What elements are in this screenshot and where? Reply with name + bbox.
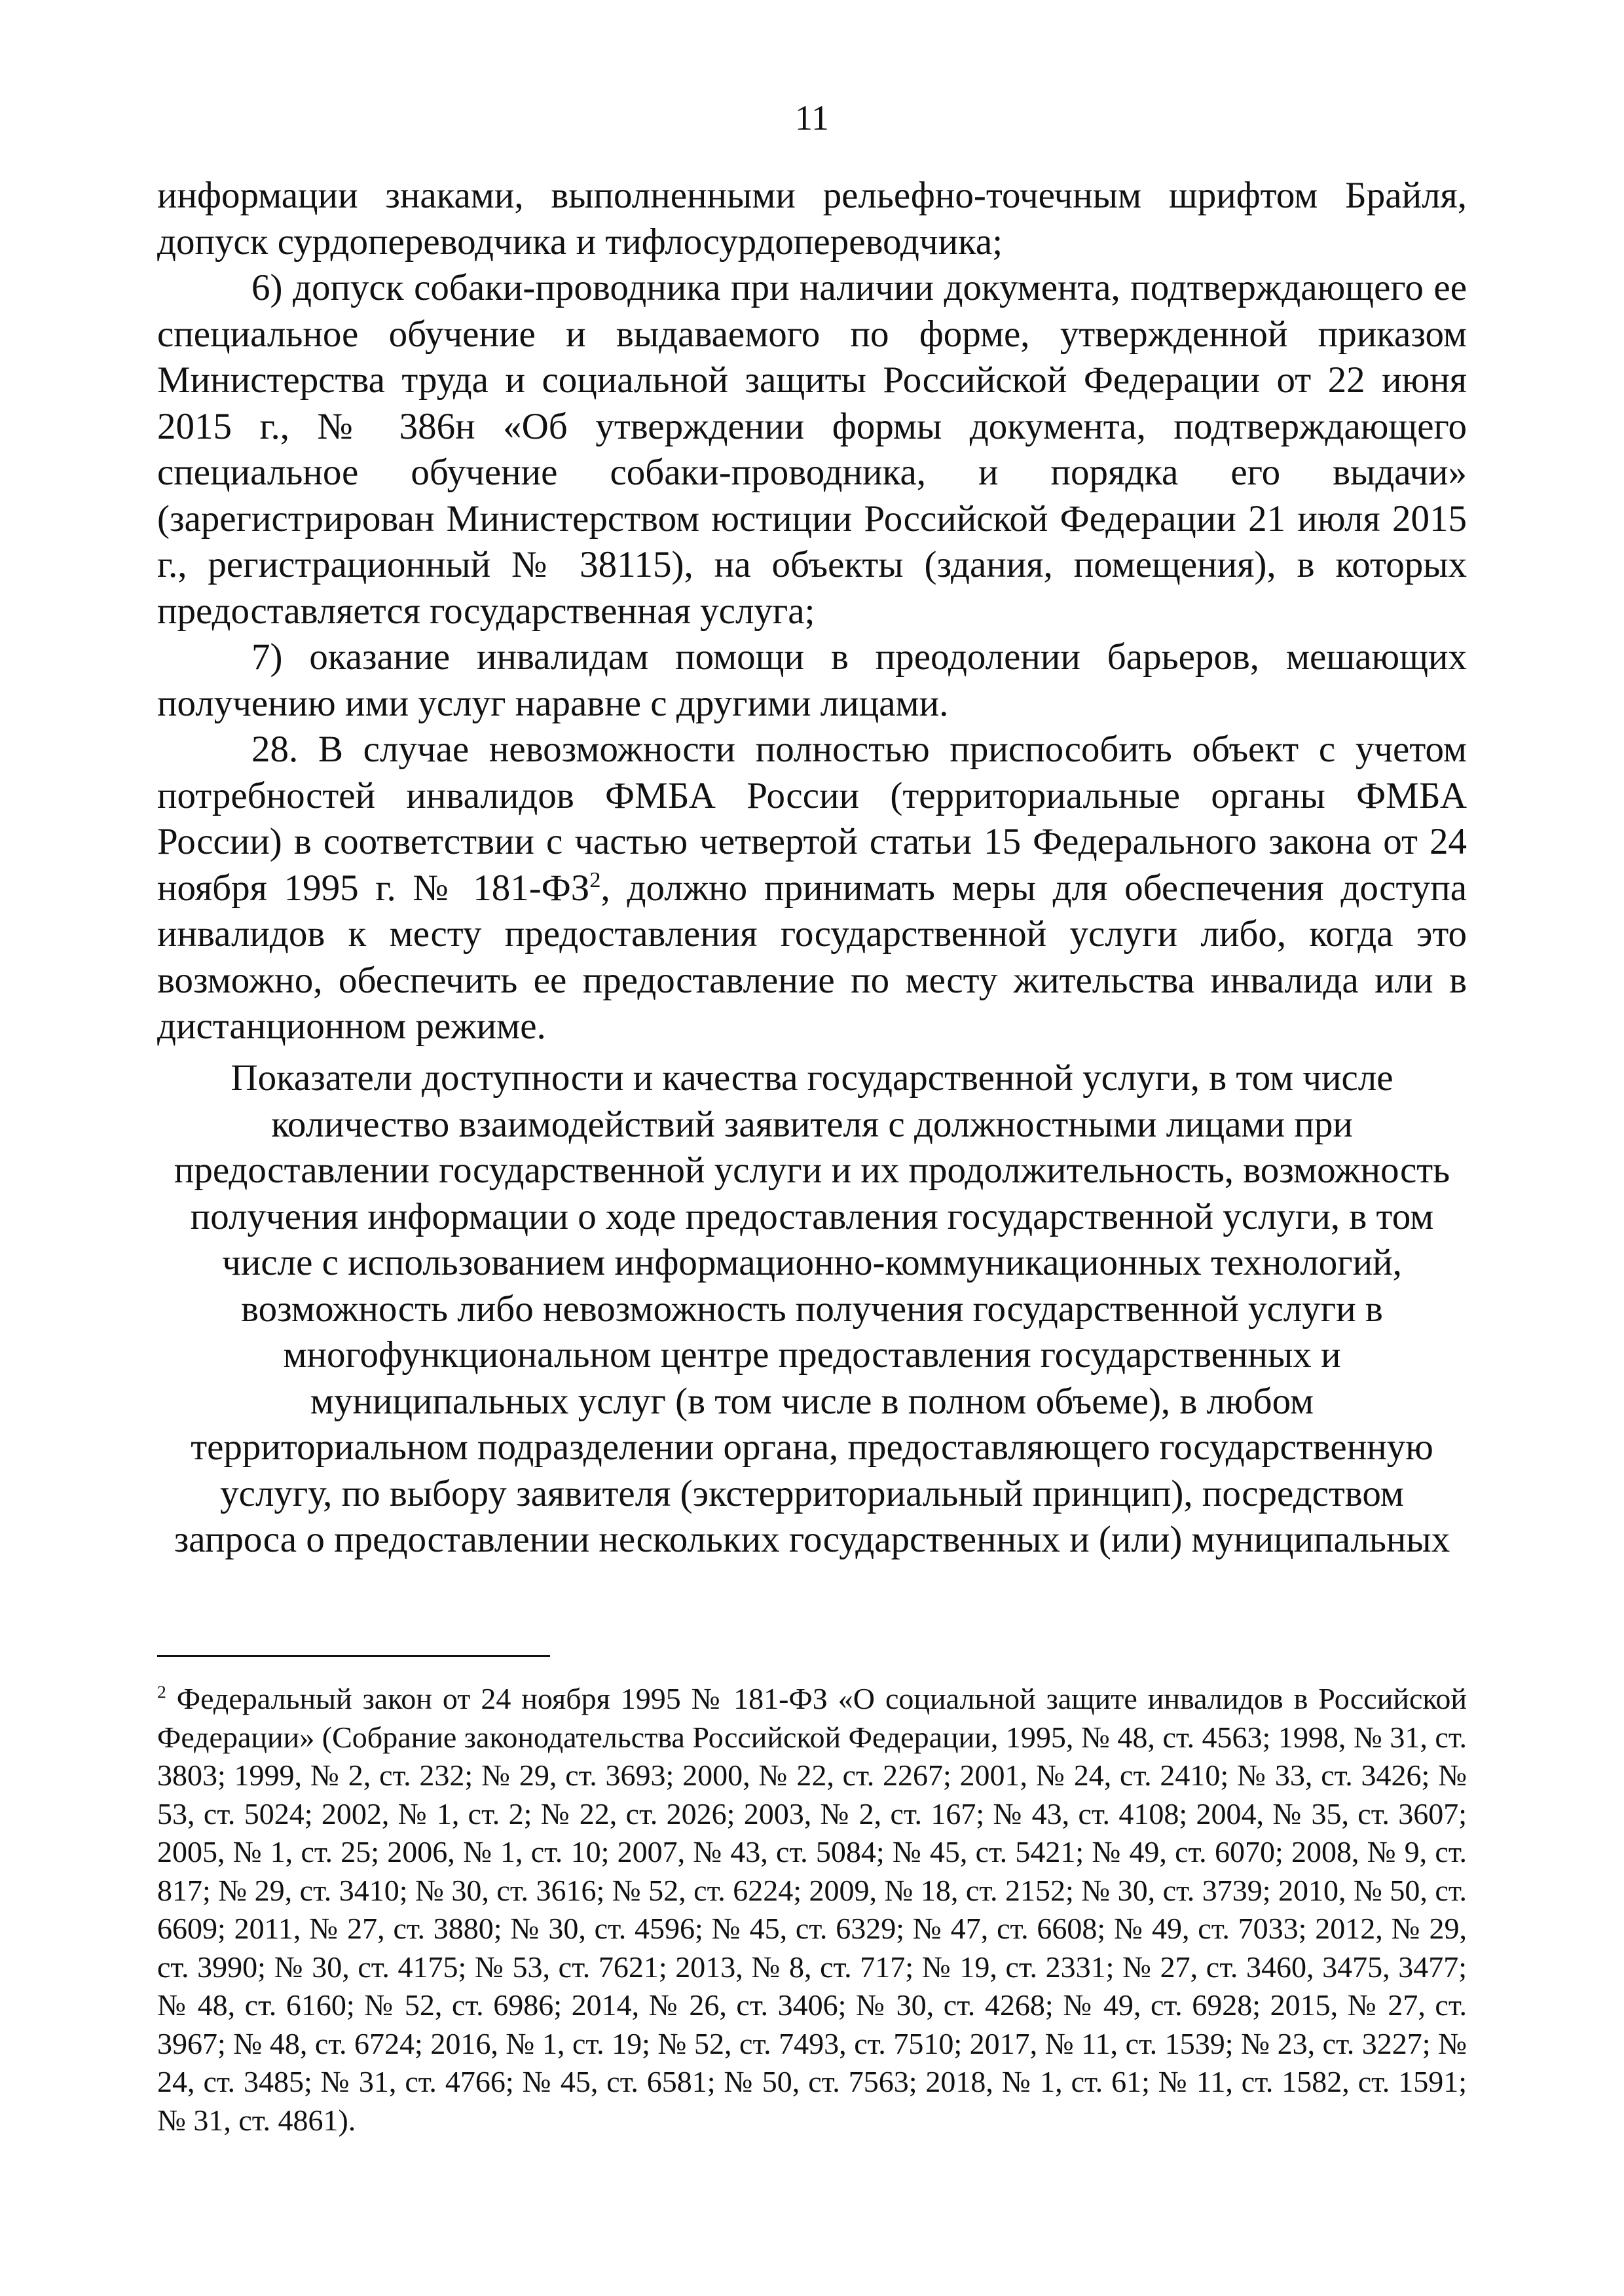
heading-line: муниципальных услуг (в том числе в полном объеме), в любом [310, 1380, 1314, 1422]
heading-line: количество взаимодействий заявителя с должностными лицами при [271, 1103, 1353, 1145]
heading-line: запроса о предоставлении нескольких государственных и (или) муниципальных [174, 1519, 1450, 1560]
footnote-reference: 2 [589, 867, 601, 892]
heading-line: возможность либо невозможность получения государственной услуги в [241, 1288, 1383, 1330]
paragraph-28 [157, 727, 1467, 1050]
paragraph-28-text-start: 28. В случае невозможности полностью приспособить объект с учетом потребностей инвалидов ФМБА России (территориальные органы ФМБА России) в соответствии с частью четвертой статьи 15 Федерального закона от 24 ноября 1995 г. № 181-ФЗ [157, 729, 1467, 909]
heading-line: территориальном подразделении органа, предоставляющего государственную [191, 1427, 1433, 1468]
heading-line: предоставлении государственной услуги и их продолжительность, возможность [174, 1150, 1450, 1191]
heading-line: услугу, по выбору заявителя (экстерриториальный принцип), посредством [220, 1472, 1404, 1514]
heading-line: многофункциональном центре предоставления государственных и [283, 1334, 1341, 1376]
footnote-separator [157, 1655, 550, 1657]
body-text [157, 173, 1467, 1050]
paragraph-item-7: 7) оказание инвалидам помощи в преодолении барьеров, мешающих получению ими услуг наравне с другими лицами. [157, 636, 1467, 724]
paragraph-continuation: информации знаками, выполненными рельефно-точечным шрифтом Брайля, допуск сурдопереводчика и тифлосурдопереводчика; [157, 175, 1467, 263]
footnote [157, 1680, 1467, 2140]
page-number: 11 [795, 98, 829, 137]
footnote-text: Федеральный закон от 24 ноября 1995 № 181-ФЗ «О социальной защите инвалидов в Российской Федерации» (Собрание законодательства Российской Федерации, 1995, № 48, ст. 4563; 1998, № 31, ст. 3803; 1999, № 2, ст. 232; № 29, ст. 3693; 2000, № 22, ст. 2267; 2001, № 24, ст. 2410; № 33, ст. 3426; № 53, ст. 5024; 2002, № 1, ст. 2; № 22, ст. 2026; 2003, № 2, ст. 167; № 43, ст. 4108; 2004, № 35, ст. 3607; 2005, № 1, ст. 25; 2006, № 1, ст. 10; 2007, № 43, ст. 5084; № 45, ст. 5421; № 49, ст. 6070; 2008, № 9, ст. 817; № 29, ст. 3410; № 30, ст. 3616; № 52, ст. 6224; 2009, № 18, ст. 2152; № 30, ст. 3739; 2010, № 50, ст. 6609; 2011, № 27, ст. 3880; № 30, ст. 4596; № 45, ст. 6329; № 47, ст. 6608; № 49, ст. 7033; 2012, № 29, ст. 3990; № 30, ст. 4175; № 53, ст. 7621; 2013, № 8, ст. 717; № 19, ст. 2331; № 27, ст. 3460, 3475, 3477; № 48, ст. 6160; № 52, ст. 6986; 2014, № 26, ст. 3406; № 30, ст. 4268; № 49, ст. 6928; 2015, № 27, ст. 3967; № 48, ст. 6724; 2016, № 1, ст. 19; № 52, ст. 7493, ст. 7510; 2017, № 11, ст. 1539; № 23, ст. 3227; № 24, ст. 3485; № 31, ст. 4766; № 45, ст. 6581; № 50, ст. 7563; 2018, № 1, ст. 61; № 11, ст. 1582, ст. 1591; № 31, ст. 4861). [157, 1682, 1467, 2137]
section-heading [157, 1055, 1467, 1563]
footnote-marker: 2 [157, 1681, 166, 1702]
heading-line: числе с использованием информационно-коммуникационных технологий, [222, 1242, 1402, 1283]
paragraph-item-6: 6) допуск собаки-проводника при наличии документа, подтверждающего ее специальное обучение и выдаваемого по форме, утвержденной приказом Министерства труда и социальной защиты Российской Федерации от 22 июня 2015 г., № 386н «Об утверждении формы документа, подтверждающего специальное обучение собаки-проводника, и порядка его выдачи» (зарегистрирован Министерством юстиции Российской Федерации 21 июля 2015 г., регистрационный № 38115), на объекты (здания, помещения), в которых предоставляется государственная услуга; [157, 267, 1467, 632]
heading-line: Показатели доступности и качества государственной услуги, в том числе [231, 1057, 1393, 1099]
heading-line: получения информации о ходе предоставления государственной услуги, в том [190, 1195, 1434, 1237]
paragraph-28-text-end: , должно принимать меры для обеспечения доступа инвалидов к месту предоставления государственной услуги либо, когда это возможно, обеспечить ее предоставление по месту жительства инвалида или в дистанционном режиме. [157, 867, 1467, 1047]
